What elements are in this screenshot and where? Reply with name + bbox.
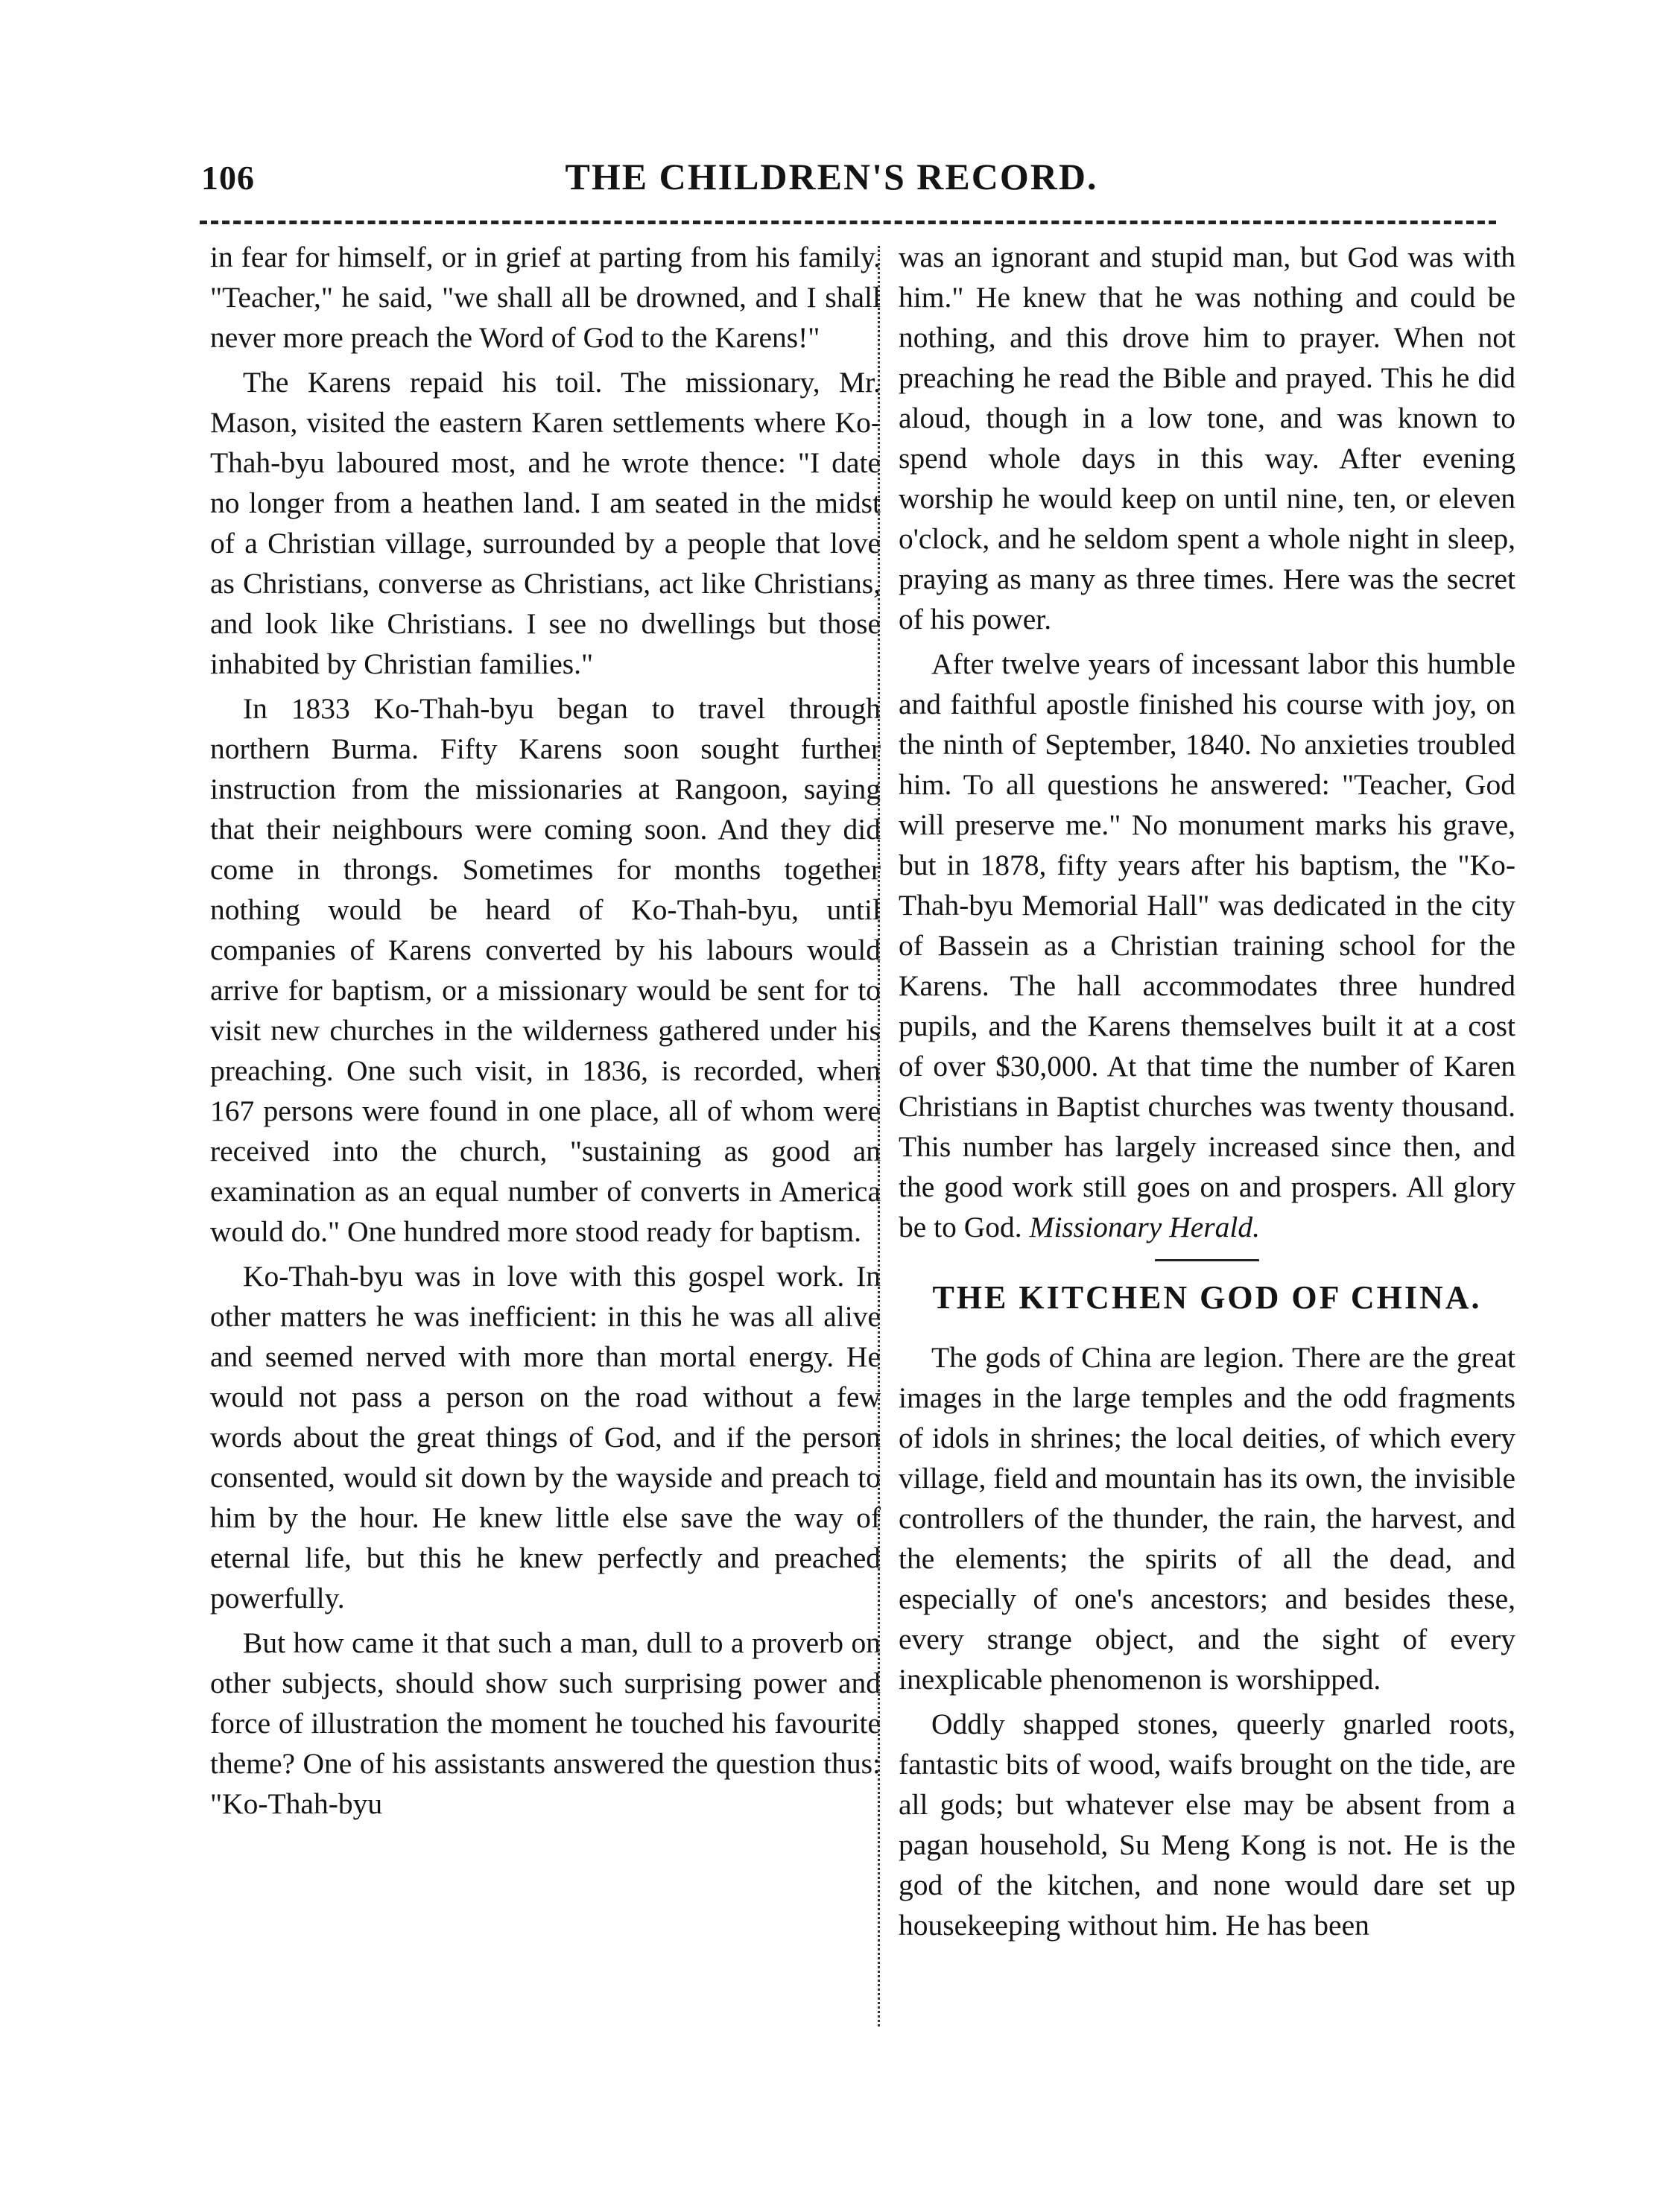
header-rule bbox=[200, 221, 1496, 224]
paragraph-with-signature bbox=[899, 644, 1515, 1247]
column-divider bbox=[878, 246, 880, 2026]
section-rule bbox=[1155, 1259, 1259, 1261]
right-column bbox=[899, 237, 1515, 1950]
page-number: 106 bbox=[201, 159, 255, 197]
paragraph: In 1833 Ko-Thah-byu began to travel through northern Burma. Fifty Karens soon sought further instruction from the missionaries at Rangoon, saying that their neighbours were coming soon. And they did come in throngs. Sometimes for months together nothing would be heard of Ko-Thah-byu, until companies of Karens converted by his labours would arrive for baptism, or a missionary would be sent for to visit new churches in the wilderness gathered under his preaching. One such visit, in 1836, is recorded, when 167 persons were found in one place, all of whom were received into the church, "sustaining as good an examination as an equal number of converts in America would do." One hundred more stood ready for baptism. bbox=[210, 692, 881, 1248]
paragraph: in fear for himself, or in grief at parting from his family. "Teacher," he said, "we shall all be drowned, and I shall never more preach the Word of God to the Karens!" bbox=[210, 241, 881, 354]
section-title: THE KITCHEN GOD OF CHINA. bbox=[932, 1279, 1482, 1316]
paragraph: The gods of China are legion. There are the great images in the large temples and the odd fragments of idols in shrines; the local deities, of which every village, field and mountain has its own, the invisible controllers of the thunder, the rain, the harvest, and the elements; the spirits of all the dead, and especially of one's ancestors; and besides these, every strange object, and the sight of every inexplicable phenomenon is worshipped. bbox=[899, 1341, 1515, 1696]
paragraph-text: After twelve years of incessant labor this humble and faithful apostle finished his course with joy, on the ninth of September, 1840. No anxieties troubled him. To all questions he answered: "Teacher, God will preserve me." No monument marks his grave, but in 1878, fifty years after his baptism, the "Ko-Thah-byu Memorial Hall" was dedicated in the city of Bassein as a Christian training school for the Karens. The hall accommodates three hundred pupils, and the Karens themselves built it at a cost of over $30,000. At that time the number of Karen Christians in Baptist churches was twenty thousand. This number has largely increased since then, and the good work still goes on and prospers. All glory be to God. bbox=[899, 647, 1515, 1243]
signature: Missionary Herald. bbox=[1029, 1211, 1260, 1243]
paragraph: The Karens repaid his toil. The missionary, Mr. Mason, visited the eastern Karen settlements where Ko-Thah-byu laboured most, and he wrote thence: "I date no longer from a heathen land. I am seated in the midst of a Christian village, surrounded by a people that love as Christians, converse as Christians, act like Christians, and look like Christians. I see no dwellings but those inhabited by Christian families." bbox=[210, 366, 881, 680]
paragraph: Oddly shapped stones, queerly gnarled roots, fantastic bits of wood, waifs brought on the tide, are all gods; but whatever else may be absent from a pagan household, Su Meng Kong is not. He is the god of the kitchen, and none would dare set up housekeeping without him. He has been bbox=[899, 1708, 1515, 1942]
paragraph: Ko-Thah-byu was in love with this gospel work. In other matters he was inefficient: in this he was all alive and seemed nerved with more than mortal energy. He would not pass a person on the road without a few words about the great things of God, and if the person consented, would sit down by the wayside and preach to him by the hour. He knew little else save the way of eternal life, but this he knew perfectly and preached powerfully. bbox=[210, 1260, 881, 1614]
left-column bbox=[210, 237, 881, 1828]
paragraph: But how came it that such a man, dull to a proverb on other subjects, should show such surprising power and force of illustration the moment he touched his favourite theme? One of his assistants answered the question thus: "Ko-Thah-byu bbox=[210, 1626, 881, 1820]
running-head: THE CHILDREN'S RECORD. bbox=[565, 156, 1098, 197]
paragraph: was an ignorant and stupid man, but God was with him." He knew that he was nothing and could be nothing, and this drove him to prayer. When not preaching he read the Bible and prayed. This he did aloud, though in a low tone, and was known to spend whole days in this way. After evening worship he would keep on until nine, ten, or eleven o'clock, and he seldom spent a whole night in sleep, praying as many as three times. Here was the secret of his power. bbox=[899, 241, 1515, 636]
